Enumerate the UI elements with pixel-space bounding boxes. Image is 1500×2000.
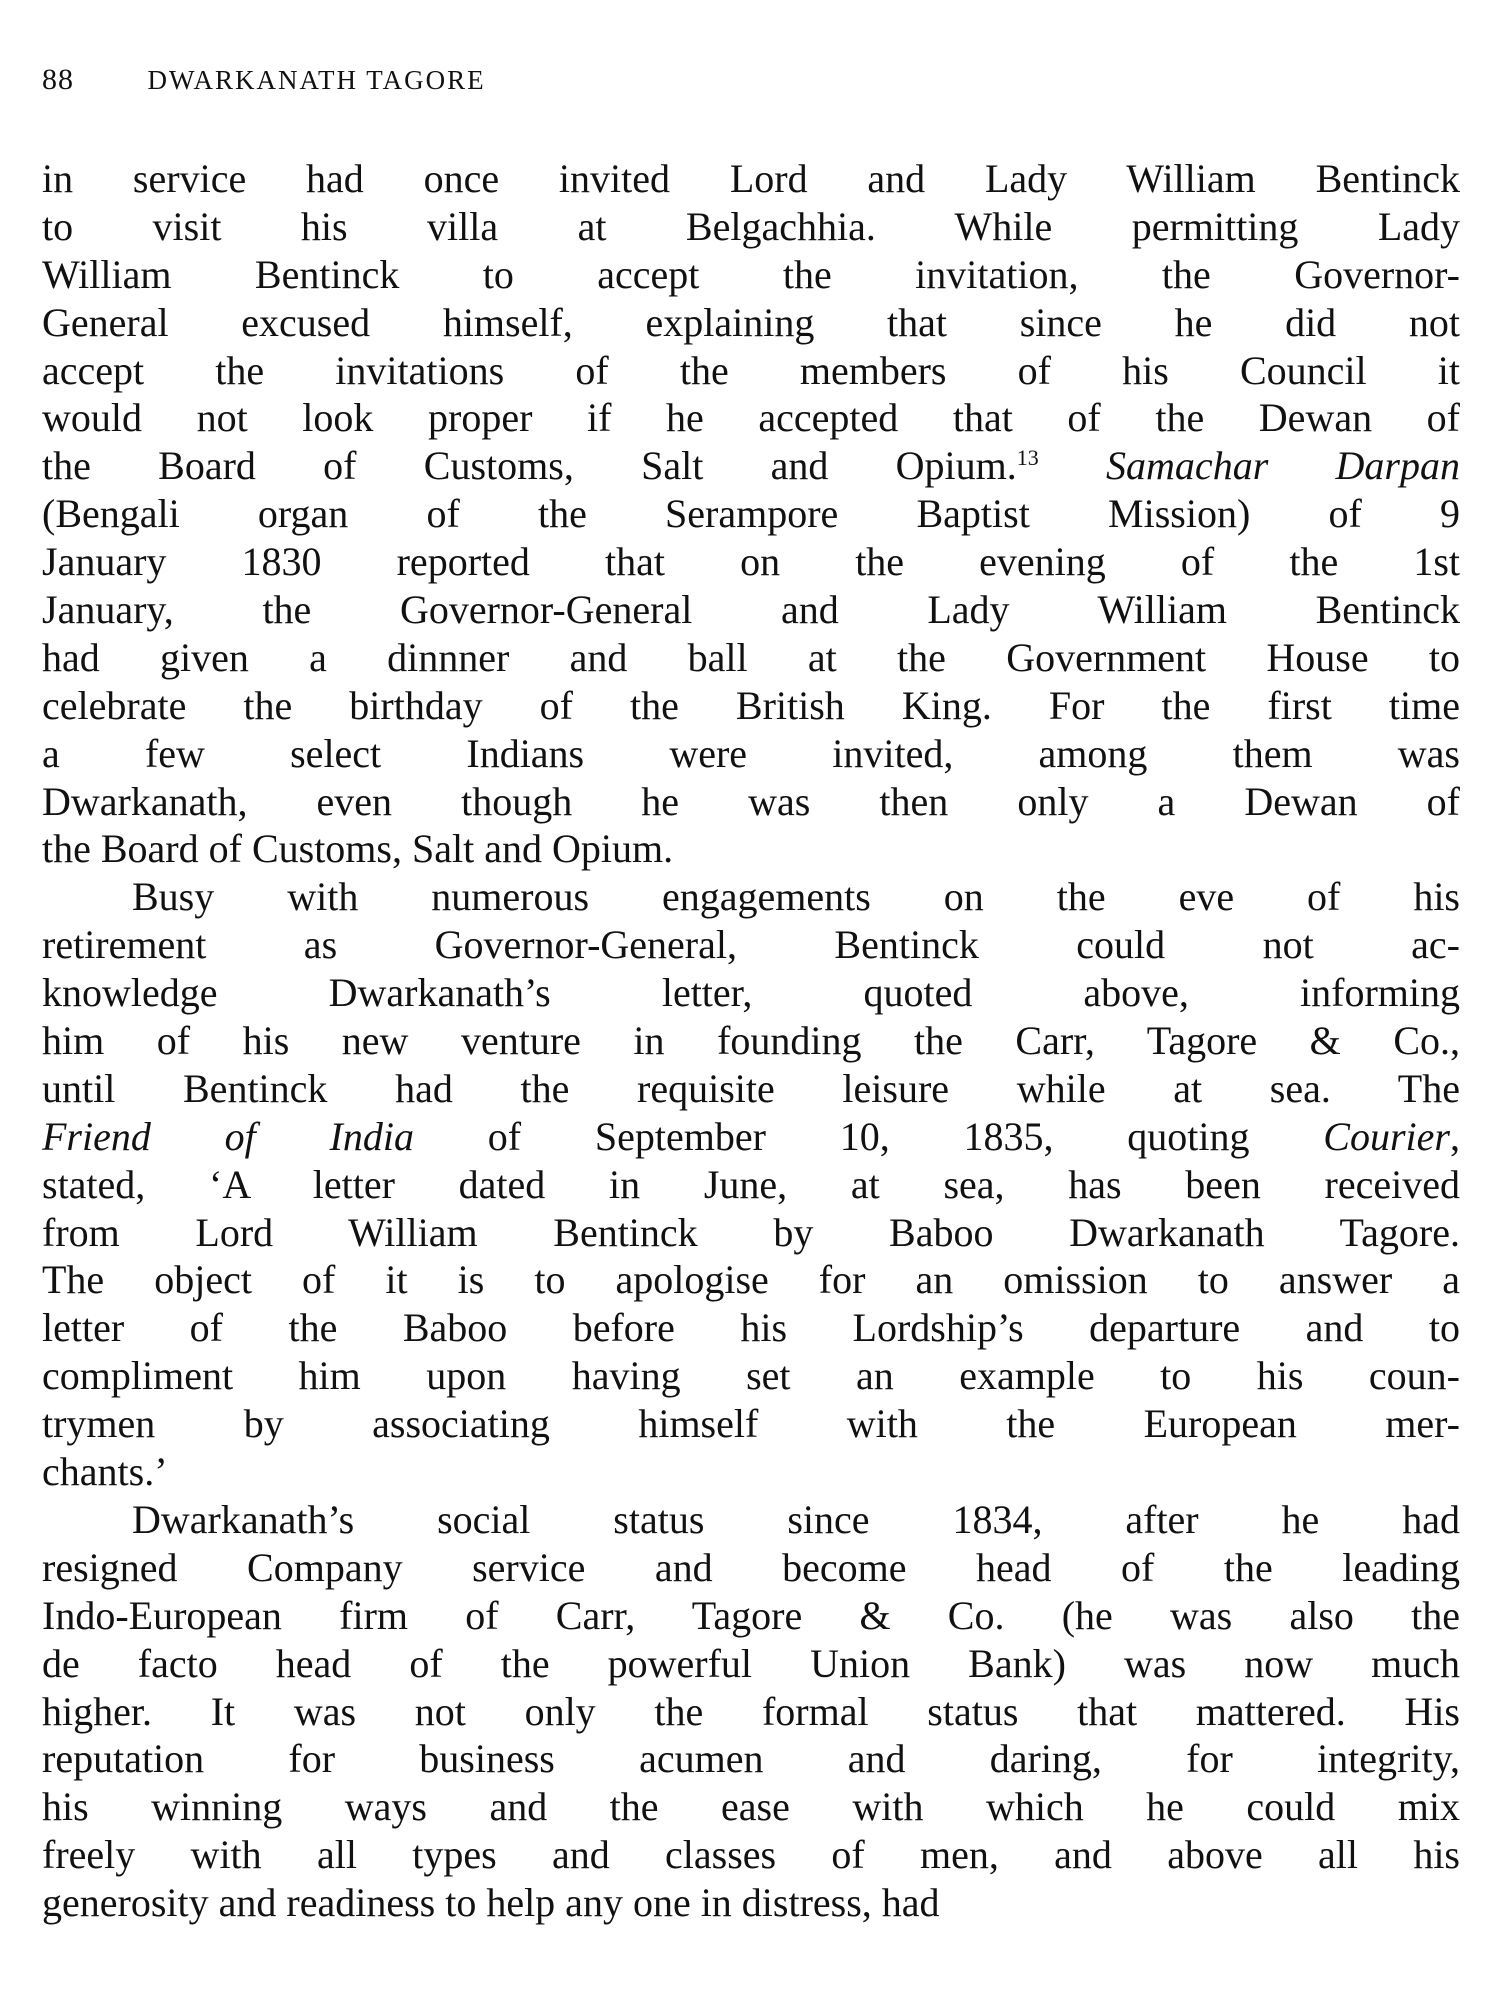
- text-line: [42, 1256, 1460, 1304]
- text-segment: higher. It was not only the formal status that mattered. His: [42, 1688, 1460, 1734]
- text-line: [42, 1161, 1460, 1209]
- text-line: [42, 1065, 1460, 1113]
- text-segment: compliment him upon having set an example to his coun-: [42, 1353, 1460, 1399]
- text-line: [42, 1304, 1460, 1352]
- text-segment: reputation for business acumen and daring, for integrity,: [42, 1736, 1460, 1782]
- text-segment: from Lord William Bentinck by Baboo Dwarkanath Tagore.: [42, 1209, 1460, 1255]
- text-line: [42, 730, 1460, 778]
- text-line: [42, 873, 1460, 921]
- text-segment: [1039, 443, 1106, 488]
- text-line: [42, 1592, 1460, 1640]
- running-head: [42, 62, 486, 98]
- text-line: [42, 299, 1460, 347]
- text-segment: The object of it is to apologise for an omission to answer a: [42, 1257, 1460, 1303]
- text-segment: freely with all types and classes of men, and above all his: [42, 1832, 1460, 1878]
- text-segment: William Bentinck to accept the invitation, the Governor-: [42, 251, 1460, 297]
- italic-title: Courier: [1323, 1113, 1450, 1159]
- text-segment: resigned Company service and become head of the leading: [42, 1544, 1460, 1590]
- text-line: [42, 1735, 1460, 1783]
- text-segment: stated, ‘A letter dated in June, at sea, has been received: [42, 1161, 1460, 1207]
- text-line: [42, 682, 1460, 730]
- text-segment: General excused himself, explaining that since he did not: [42, 299, 1460, 345]
- text-line: [42, 203, 1460, 251]
- text-segment: de facto head of the powerful Union Bank) was now much: [42, 1640, 1460, 1686]
- text-line: [42, 1448, 1460, 1496]
- text-line: [42, 155, 1460, 203]
- text-segment: January, the Governor-General and Lady William Bentinck: [42, 587, 1460, 633]
- text-segment: celebrate the birthday of the British King. For the first time: [42, 682, 1460, 728]
- text-segment: ,: [1449, 1113, 1460, 1159]
- text-segment: chants.’: [42, 1449, 168, 1495]
- text-segment: until Bentinck had the requisite leisure while at sea. The: [42, 1065, 1460, 1111]
- text-line: [42, 1544, 1460, 1592]
- text-segment: of September 10, 1835, quoting: [413, 1113, 1324, 1159]
- text-line: [42, 634, 1460, 682]
- text-segment: (Bengali organ of the Serampore Baptist Mission) of 9: [42, 491, 1460, 537]
- text-line: [42, 921, 1460, 969]
- text-line: [42, 1879, 1460, 1927]
- text-segment: the Board of Customs, Salt and Opium.: [42, 443, 1017, 489]
- book-title: DWARKANATH TAGORE: [147, 65, 486, 95]
- text-segment: generosity and readiness to help any one in distress, had: [42, 1880, 940, 1926]
- text-segment: trymen by associating himself with the European mer-: [42, 1401, 1460, 1447]
- text-line: [42, 538, 1460, 586]
- text-line: [42, 490, 1460, 538]
- body-text: [42, 155, 1460, 1927]
- text-segment: Busy with numerous engagements on the eve of his: [132, 874, 1460, 920]
- text-line: [42, 1688, 1460, 1736]
- text-segment: in service had once invited Lord and Lady William Bentinck: [42, 156, 1460, 201]
- text-line: [42, 1017, 1460, 1065]
- text-line: [42, 1113, 1460, 1161]
- italic-title: Samachar Darpan: [1106, 443, 1460, 489]
- text-line: [42, 1209, 1460, 1257]
- text-segment: January 1830 reported that on the evening of the 1st: [42, 539, 1460, 585]
- footnote-marker: 13: [1016, 445, 1039, 471]
- text-segment: Dwarkanath, even though he was then only a Dewan of: [42, 778, 1460, 824]
- text-segment: accept the invitations of the members of his Council it: [42, 347, 1460, 393]
- text-line: [42, 394, 1460, 442]
- text-line: [42, 347, 1460, 395]
- italic-title: Friend of India: [42, 1113, 414, 1159]
- text-segment: Indo-European firm of Carr, Tagore & Co. (he was also the: [42, 1592, 1460, 1638]
- text-segment: retirement as Governor-General, Bentinck could not ac-: [42, 922, 1460, 968]
- text-segment: his winning ways and the ease with which he could mix: [42, 1784, 1460, 1830]
- text-line: [42, 825, 1460, 873]
- text-line: [42, 1831, 1460, 1879]
- text-line: [42, 442, 1460, 490]
- text-line: [42, 1640, 1460, 1688]
- text-line: [42, 1783, 1460, 1831]
- text-line: [42, 1496, 1460, 1544]
- text-line: [42, 969, 1460, 1017]
- text-segment: knowledge Dwarkanath’s letter, quoted above, informing: [42, 970, 1460, 1016]
- text-segment: him of his new venture in founding the Carr, Tagore & Co.,: [42, 1018, 1460, 1064]
- text-line: [42, 251, 1460, 299]
- text-segment: would not look proper if he accepted that of the Dewan of: [42, 395, 1460, 441]
- text-line: [42, 1352, 1460, 1400]
- text-segment: a few select Indians were invited, among them was: [42, 730, 1460, 776]
- text-segment: letter of the Baboo before his Lordship’s departure and to: [42, 1305, 1460, 1351]
- text-line: [42, 778, 1460, 826]
- text-segment: Dwarkanath’s social status since 1834, after he had: [132, 1496, 1460, 1542]
- text-line: [42, 1400, 1460, 1448]
- text-segment: the Board of Customs, Salt and Opium.: [42, 826, 674, 872]
- text-segment: had given a dinnner and ball at the Government House to: [42, 634, 1460, 680]
- text-line: [42, 586, 1460, 634]
- text-segment: to visit his villa at Belgachhia. While permitting Lady: [42, 203, 1460, 249]
- page-number: 88: [42, 63, 74, 96]
